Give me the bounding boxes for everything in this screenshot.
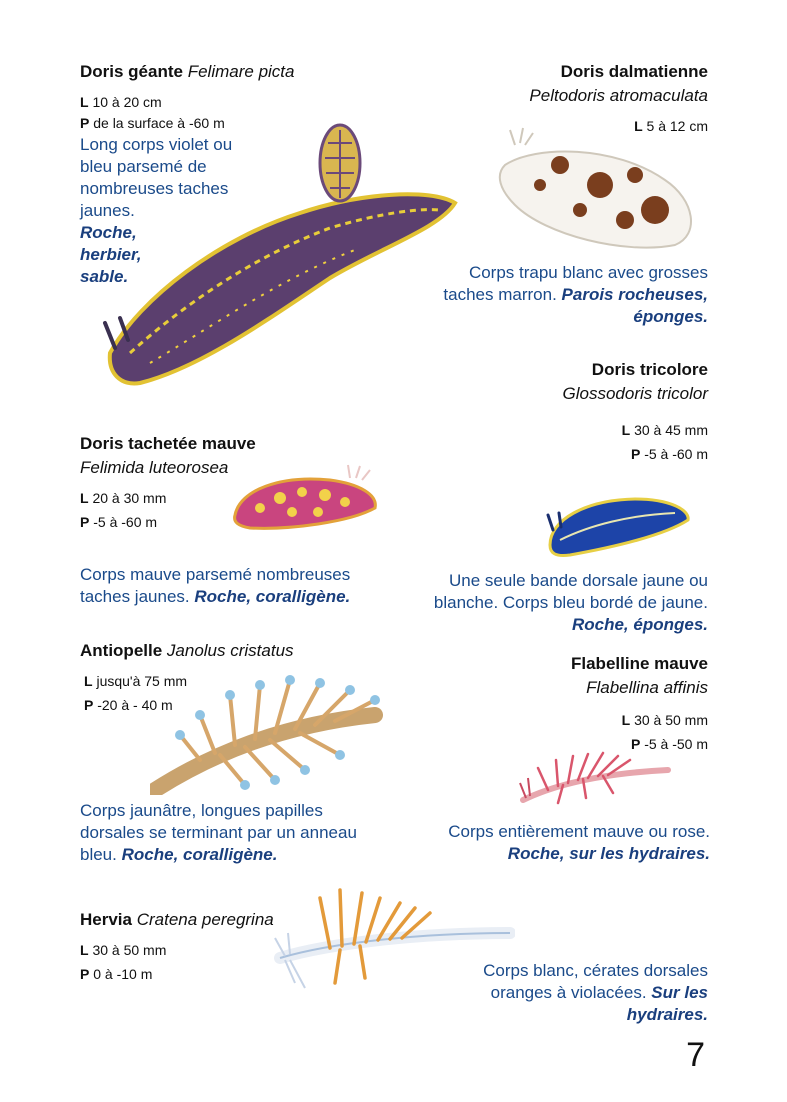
scientific-name: Janolus cristatus (166, 641, 294, 660)
doris-tricolore-illustration (545, 485, 695, 560)
habitat-text: Roche, sur les hydraires. (507, 844, 710, 863)
length-row: L 30 à 50 mm (621, 712, 708, 728)
entry-doris-dalmatienne (420, 62, 708, 138)
measurements (420, 708, 708, 756)
depth-row: P 0 à -10 m (80, 966, 153, 982)
depth-value: -5 à -60 m (93, 514, 158, 530)
habitat-text: Roche, herbier, sable. (80, 223, 142, 286)
description-text: Corps trapu blanc avec grosses taches marron. (443, 263, 708, 304)
doris-dalmatienne-illustration (495, 125, 705, 260)
entry-doris-tricolore (420, 360, 708, 466)
length-value: 5 à 12 cm (646, 118, 708, 134)
habitat-text: Roche, coralligène. (121, 845, 278, 864)
length-value: jusqu'à 75 mm (96, 673, 188, 689)
entry-doris-tachetee-mauve (80, 434, 380, 534)
habitat-text: Roche, coralligène. (194, 587, 351, 606)
scientific-name: Cratena peregrina (136, 910, 274, 929)
tachetee-description (80, 564, 390, 608)
measurements (80, 938, 320, 986)
dalmatienne-description (440, 262, 708, 328)
entry-antiopelle (80, 641, 330, 717)
scientific-name: Flabellina affinis (586, 678, 708, 697)
length-value: 30 à 45 mm (634, 422, 708, 438)
length-row: L 30 à 50 mm (80, 942, 167, 958)
habitat-text: Sur les hydraires. (626, 983, 708, 1024)
length-row: L jusqu'à 75 mm (84, 673, 188, 689)
species-title (80, 641, 330, 661)
measurements (420, 418, 708, 466)
description-text: Corps entièrement mauve ou rose. (448, 822, 710, 841)
depth-value: 0 à -10 m (93, 966, 153, 982)
length-row: L 5 à 12 cm (634, 118, 708, 134)
scientific-name: Glossodoris tricolor (562, 384, 708, 403)
scientific-name: Felimida luteorosea (80, 458, 229, 477)
depth-row: P -5 à -50 m (630, 736, 708, 752)
habitat-text: Parois rocheuses, éponges. (561, 285, 708, 326)
measurements (80, 90, 320, 132)
description-text: Corps jaunâtre, longues papilles dorsales se terminant par un anneau bleu. (80, 801, 357, 864)
description-text: Une seule bande dorsale jaune ou blanche. Corps bleu bordé de jaune. (433, 571, 708, 612)
depth-value: -5 à -60 m (644, 446, 708, 462)
depth-row: P -5 à -60 m (630, 446, 708, 462)
length-value: 30 à 50 mm (92, 942, 167, 958)
length-value: 30 à 50 mm (634, 712, 708, 728)
measurements (80, 669, 330, 717)
entry-doris-geante (80, 62, 320, 288)
entry-hervia (80, 910, 320, 986)
common-name: Hervia (80, 910, 132, 929)
scientific-name: Peltodoris atromaculata (529, 86, 708, 105)
species-title (80, 62, 320, 82)
hervia-description (460, 960, 708, 1026)
length-value: 20 à 30 mm (92, 490, 167, 506)
depth-row: P -5 à -60 m (80, 514, 158, 530)
length-row: L 20 à 30 mm (80, 490, 167, 506)
common-name: Doris dalmatienne (560, 62, 708, 81)
depth-value: de la surface à -60 m (93, 115, 225, 131)
page-number: 7 (686, 1036, 705, 1074)
common-name: Doris tricolore (591, 360, 708, 379)
description (80, 134, 240, 288)
tricolore-description (405, 570, 708, 636)
depth-value: -20 à - 40 m (97, 697, 173, 713)
habitat-text: Roche, éponges. (571, 615, 708, 634)
species-title (80, 910, 320, 930)
length-value: 10 à 20 cm (92, 94, 162, 110)
depth-row: P -20 à - 40 m (84, 697, 173, 713)
depth-value: -5 à -50 m (644, 736, 708, 752)
common-name: Doris tachetée mauve (80, 434, 256, 453)
common-name: Antiopelle (80, 641, 163, 660)
length-row: L 10 à 20 cm (80, 94, 162, 110)
length-row: L 30 à 45 mm (621, 422, 708, 438)
description-text: Corps mauve parsemé nombreuses taches jaunes. (80, 565, 351, 606)
antiopelle-description (80, 800, 380, 866)
flabelline-description (420, 821, 710, 865)
description-text: Long corps violet ou bleu parsemé de nombreuses taches jaunes. (80, 135, 233, 220)
common-name: Flabelline mauve (571, 654, 708, 673)
measurements (80, 486, 380, 534)
depth-row: P de la surface à -60 m (80, 115, 225, 131)
common-name: Doris géante (80, 62, 183, 81)
scientific-name: Felimare picta (187, 62, 295, 81)
description-text: Corps blanc, cérates dorsales oranges à violacées. (483, 961, 708, 1002)
entry-flabelline-mauve (420, 654, 708, 756)
